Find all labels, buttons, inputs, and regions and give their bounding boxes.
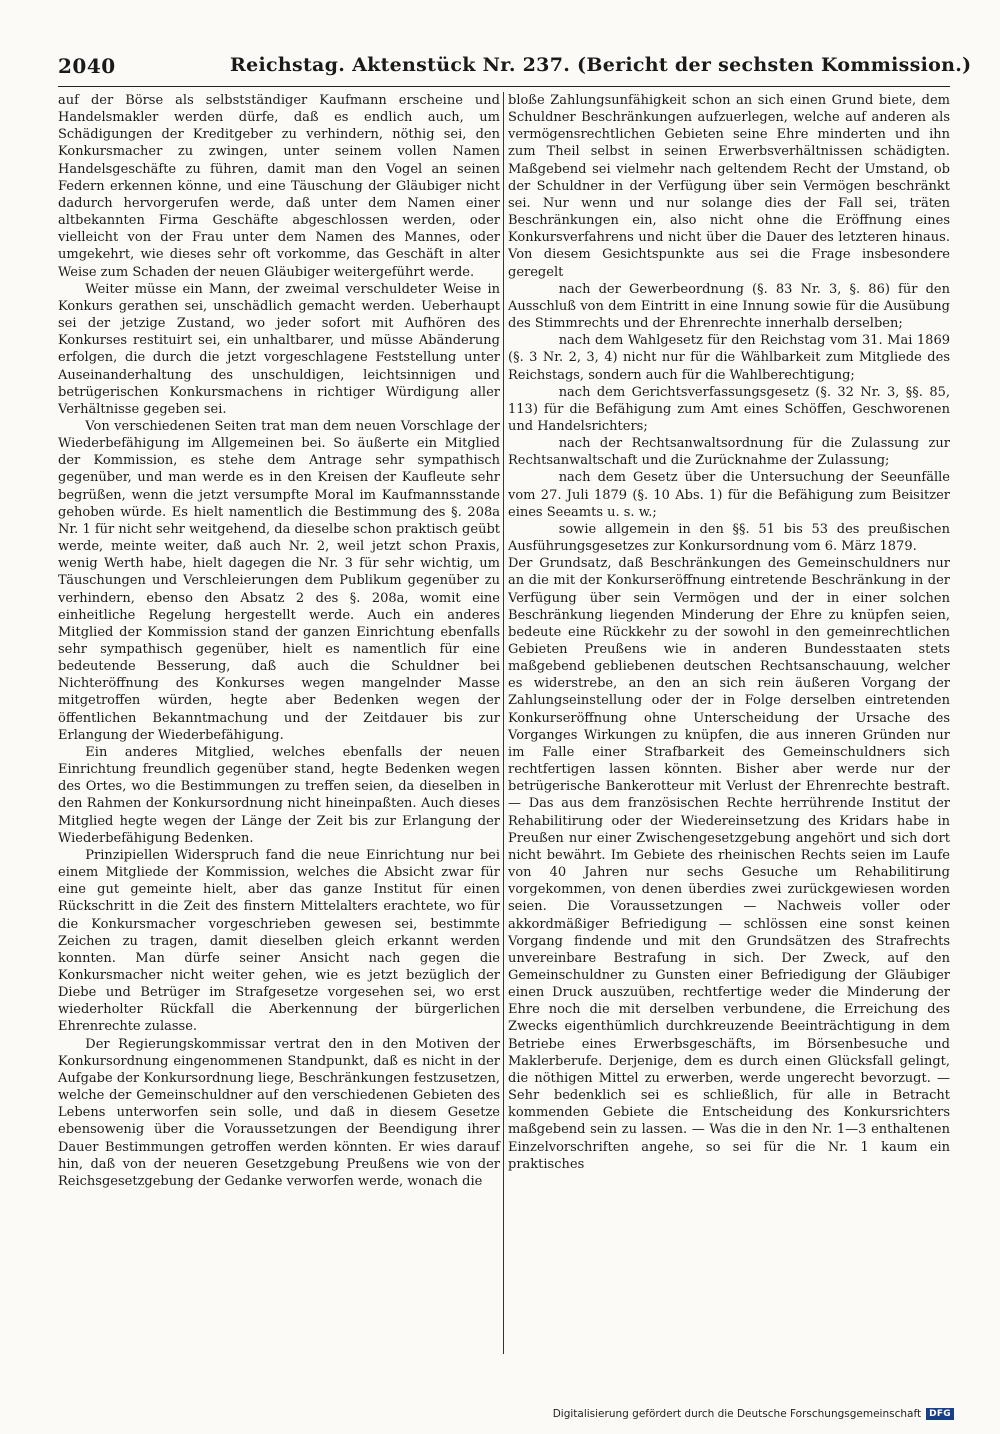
list-item: sowie allgemein in den §§. 51 bis 53 des preußischen Ausführungsgesetzes zur Konkursordnung vom 6. März 1879.	[508, 521, 950, 555]
list-item: nach dem Gesetz über die Untersuchung der Seeunfälle vom 27. Juli 1879 (§. 10 Abs. 1) für die Befähigung zum Beisitzer eines Seeamts u. s. w.;	[508, 470, 950, 520]
paragraph: Prinzipiellen Widerspruch fand die neue Einrichtung nur bei einem Mitgliede der Kommission, welches die Absicht zwar für eine gut gemeinte hielt, aber das ganze Institut für einen Rückschritt in die Zeit des finstern Mittelalters erachtete, wo für die Konkursmacher vorgeschrieben gewesen sei, bestimmte Zeichen zu tragen, damit dieselben gleich erkannt werden konnten. Man dürfe seiner Ansicht nach gegen die Konkursmacher nicht weiter gehen, wie es jetzt bezüglich der Diebe und Betrüger im Strafgesetze vorgesehen sei, wo erst wiederholter Rückfall die Aberkennung der bürgerlichen Ehrenrechte zulasse.	[58, 847, 500, 1035]
paragraph: auf der Börse als selbstständiger Kaufmann erscheine und Handelsmakler werden dürfe, daß es endlich auch, um Schädigungen der Kreditgeber zu verhindern, nöthig sei, den Konkursmacher zu zwingen, unter seinem vollen Namen Handelsgeschäfte zu führen, damit man den Vogel an seinen Federn erkennen könne, und eine Täuschung der Gläubiger nicht dadurch hervorgerufen werde, daß unter dem Namen einer altbekannten Firma Geschäfte abgeschlossen werden, oder vielleicht von der Frau unter dem Namen des Mannes, oder umgekehrt, wie dieses sehr oft vorkomme, das Geschäft in alter Weise zum Schaden der neuen Gläubiger weitergeführt werde.	[58, 93, 500, 280]
list-item: nach dem Gerichtsverfassungsgesetz (§. 32 Nr. 3, §§. 85, 113) für die Befähigung zum Amt eines Schöffen, Geschworenen und Handelsrichters;	[508, 384, 950, 434]
list-item: nach dem Wahlgesetz für den Reichstag vom 31. Mai 1869 (§. 3 Nr. 2, 3, 4) nicht nur für die Wählbarkeit zum Mitgliede des Reichstags, sondern auch für die Wahlberechtigung;	[508, 333, 950, 383]
running-head: Reichstag. Aktenstück Nr. 237. (Bericht der sechsten Kommission.)	[230, 54, 972, 76]
column-divider	[503, 92, 504, 1354]
dfg-logo: DFG	[926, 1408, 954, 1420]
list-item: nach der Gewerbeordnung (§. 83 Nr. 3, §. 86) für den Ausschluß von dem Eintritt in eine Innung sowie für die Ausübung des Stimmrechts und der Ehrenrechte innerhalb derselben;	[508, 281, 950, 332]
header-rule	[58, 86, 950, 87]
footer	[553, 1408, 954, 1420]
paragraph: Ein anderes Mitglied, welches ebenfalls der neuen Einrichtung freundlich gegenüber stand, hegte Bedenken wegen des Ortes, wo die Bestimmungen zu treffen seien, da dieselben in den Rahmen der Konkursordnung nicht hineinpaßten. Auch dieses Mitglied hegte wegen der Länge der Zeit bis zur Erlangung der Wiederbefähigung Bedenken.	[58, 744, 500, 846]
paragraph: Der Regierungskommissar vertrat den in den Motiven der Konkursordnung eingenommenen Standpunkt, daß es nicht in der Aufgabe der Konkursordnung liege, Beschränkungen festzusetzen, welche der Gemeinschuldner auf den verschiedenen Gebieten des Lebens unterworfen sein solle, und daß in diesem Gesetze ebensowenig über die Voraussetzungen der Beendigung ihrer Dauer Bestimmungen getroffen werden könnten. Er wies darauf hin, daß von der neueren Gesetzgebung Preußens wie von der Reichsgesetzgebung der Gedanke verworfen werde, wonach die	[58, 1036, 500, 1189]
paragraph: Der Grundsatz, daß Beschränkungen des Gemeinschuldners nur an die mit der Konkurseröffnung eintretende Beschränkung in der Verfügung über sein Vermögen und der in einer solchen Beschränkung liegenden Minderung der Ehre zu knüpfen seien, bedeute eine Rückkehr zu der sowohl in den gemeinrechtlichen Gebieten Preußens wie in anderen Bundesstaaten stets maßgebend gebliebenen deutschen Rechtsanschauung, welcher es widerstrebe, an den an sich rein äußeren Vorgang der Zahlungseinstellung oder der in Folge derselben eintretenden Konkurseröffnung ohne Unterscheidung der Ursache des Vorganges Wirkungen zu knüpfen, die aus inneren Gründen nur im Falle einer Strafbarkeit des Gemeinschuldners sich rechtfertigen lassen könnten. Bisher aber werde nur der betrügerische Bankerotteur mit Verlust der Ehrenrechte bestraft. — Das aus dem französischen Rechte herrührende Institut der Rehabilitirung oder der Wiedereinsetzung des Kridars habe in Preußen nur einer Zwischengesetzgebung angehört und sich dort nicht bewährt. Im Gebiete des rheinischen Rechts seien im Laufe von 40 Jahren nur sechs Gesuche um Rehabilitirung vorgekommen, von denen überdies zwei zurückgewiesen worden seien. Die Voraussetzungen — Nachweis voller oder akkordmäßiger Befriedigung — schlössen eine sonst keinen Vorgang findende und mit den Grundsätzen des Strafrechts unvereinbare Bestrafung in sich. Der Zweck, auf den Gemeinschuldner zu Gunsten einer Befriedigung der Gläubiger einen Druck auszuüben, rechtfertige weder die Minderung der Ehre noch die mit derselben verbundene, die Erreichung des Zwecks eigenthümlich durchkreuzende Beeinträchtigung in dem Betriebe eines Erwerbsgeschäfts, im Börsenbesuche und Maklerberufe. Derjenige, dem es durch einen Glücksfall gelingt, die nöthigen Mittel zu erwerben, werde ungerecht bevorzugt. — Sehr bedenklich sei es schließlich, für alle in Betracht kommenden Gebiete die Entscheidung des Konkursrichters maßgebend sein zu lassen. — Was die in den Nr. 1—3 enthaltenen Einzelvorschriften angehe, so sei für die Nr. 1 kaum ein praktisches	[508, 556, 950, 1172]
left-column	[58, 92, 500, 1190]
right-column	[508, 92, 950, 1173]
page-header	[58, 54, 972, 84]
paragraph: Weiter müsse ein Mann, der zweimal verschuldeter Weise in Konkurs gerathen sei, unschädlich gemacht werden. Ueberhaupt sei der jetzige Zustand, wo jeder sofort mit Aufhören des Konkurses restituirt sei, ein unhaltbarer, und müsse Abänderung erfolgen, die durch die jetzt vorgeschlagene Feststellung unter Auseinanderhaltung des unschuldigen, leichtsinnigen und betrügerischen Konkursmachens in richtiger Würdigung aller Verhältnisse gegeben sei.	[58, 281, 500, 417]
paragraph: bloße Zahlungsunfähigkeit schon an sich einen Grund biete, dem Schuldner Beschränkungen aufzuerlegen, welche auf anderen als vermögensrechtlichen Gebieten seine Ehre minderten und ihn zum Theil selbst in seinen Erwerbsverhältnissen schädigten. Maßgebend sei vielmehr nach geltendem Recht der Umstand, ob der Schuldner in der Verfügung über sein Vermögen beschränkt sei. Nur wenn und nur solange dies der Fall sei, träten Beschränkungen ein, also nicht ohne die Eröffnung eines Konkursverfahrens und nicht über die Dauer des letzteren hinaus. Von diesem Gesichtspunkte aus sei die Frage insbesondere geregelt	[508, 93, 950, 280]
paragraph: Von verschiedenen Seiten trat man dem neuen Vorschlage der Wiederbefähigung im Allgemeinen bei. So äußerte ein Mitglied der Kommission, es stehe dem Antrage sehr sympathisch gegenüber, und man werde es in den Kreisen der Kaufleute sehr begrüßen, wenn die jetzt versumpfte Moral im Kaufmannsstande gehoben würde. Es hielt namentlich die Bestimmung des §. 208a Nr. 1 für nicht sehr weitgehend, da dieselbe schon praktisch geübt werde, meinte weiter, daß auch Nr. 2, weil jetzt schon Praxis, wenig Werth habe, hielt dagegen die Nr. 3 für sehr wichtig, um Täuschungen und Verschleierungen dem Publikum gegenüber zu verhindern, ebenso den Absatz 2 des §. 208a, womit eine einheitliche Regelung hergestellt werde. Auch ein anderes Mitglied der Kommission stand der ganzen Einrichtung ebenfalls sehr sympathisch gegenüber, hielt es namentlich für eine bedeutende Besserung, daß auch die Schuldner bei Nichteröffnung des Konkurses wegen mangelnder Masse mitgetroffen würden, hegte aber Bedenken wegen der öffentlichen Bekanntmachung und der Zeitdauer bis zur Erlangung der Wiederbefähigung.	[58, 418, 500, 743]
footer-credit: Digitalisierung gefördert durch die Deutsche Forschungsgemeinschaft	[552, 1408, 922, 1420]
list-item: nach der Rechtsanwaltsordnung für die Zulassung zur Rechtsanwaltschaft und die Zurücknahme der Zulassung;	[508, 436, 950, 469]
page-number: 2040	[58, 54, 116, 78]
